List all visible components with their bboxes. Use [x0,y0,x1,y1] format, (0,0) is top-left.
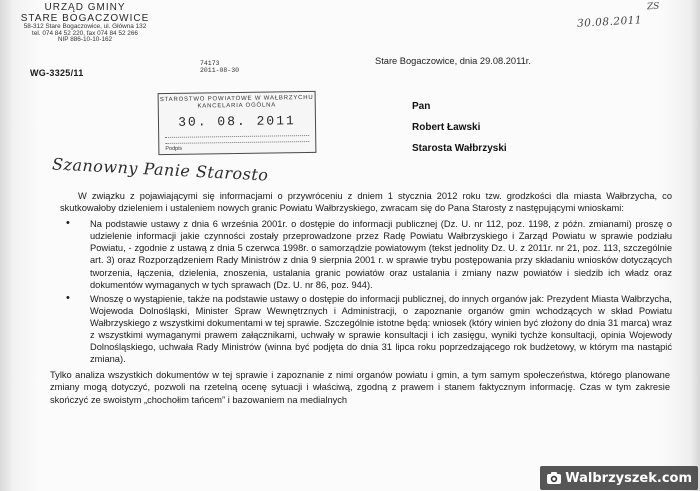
label-line1: 74173 [200,60,220,67]
letterhead-phone: tel. 074 84 52 220, fax 074 84 52 266 [32,29,138,37]
letterhead-line2: STARE BOGACZOWICE [20,12,150,24]
addressee-line3: Starosta Wałbrzyski [412,143,507,154]
handwritten-date: 30.08.2011 [576,14,643,30]
site-watermark [540,466,698,490]
request-item: • Na podstawie ustawy z dnia 6 września 2001r. o dostępie do informacji publicznej (Dz. U. nr 112, poz. 1198, z późn. zmianami) proszę o udzielenie informacji jakie czynności zostały przeprowadzone przez Radę Powiatu Wałbrzyskiego i Zarząd Powiatu w sprawie podziału Powiatu, - zgodnie z ustawą z dnia 5 czerwca 1998r. o samorządzie powiatowym (tekst jednolity Dz. U. z 2011r. nr 21, poz. 113, szczególnie art. 3) oraz Rozporządzeniem Rady Ministrów z dnia 9 sierpnia 2001 r. w sprawie trybu postępowania przy składaniu wniosków dotyczących tworzenia, łączenia, dzielenia, znoszenia, ustalania granic powiatów oraz ustalania i zmiany nazw powiatów i siedzib ich władz oraz dokumentów wymaganych w tych sprawach (Dz. U. nr 86, poz. 944). [64,218,672,291]
handwritten-salutation: Szanowny Panie Starosto [51,154,269,185]
registry-stamp [158,91,317,155]
letterhead-address: 58-312 Stare Bogaczowice, ul. Główna 132 [23,23,147,30]
registry-stamp-footer: Podpis [165,145,183,153]
request-list [60,218,672,365]
stamp-line [165,136,309,144]
registry-stamp-header: STAROSTWO POWIATOWE W WAŁBRZYCHU KANCELARIA OGÓLNA [159,94,314,110]
intro-paragraph: W związku z pojawiającymi się informacjami o przywróceniu z dniem 1 stycznia 2012 roku tzw. grodzkości dla miasta Wałbrzycha, co skutkowałoby dzieleniem i ustaleniem nowych granic Powiatu Wałbrzyskiego, zwracam się do Pana Starosty z następującymi wnioskami: [60,191,672,214]
addressee-line2: Robert Ławski [412,122,481,133]
addressee-block [412,96,507,159]
request-item: • Wnoszę o wystąpienie, także na podstawie ustawy o dostępie do informacji publicznej, do innych organów jak: Prezydent Miasta Wałbrzycha, Wojewoda Dolnośląski, Minister Spraw Wewnętrznych i Administracji, o zapoznanie organów gmin wchodzących w skład Powiatu Wałbrzyskiego z wszystkimi dokumentami w tej sprawie. Szczególnie istotne będą: wniosek (który winien być złożony do dnia 31 marca) wraz z wszystkimi wymaganymi prawem załącznikami, uchwały w sprawie konsultacji i ich zasięgu, wyniki tychże konsultacji, opinia Wojewody Dolnośląskiego, uchwała Rady Ministrów (winna być podjęta do dnia 31 lipca roku poprzedzającego rok budżetowy, w którym ma nastąpić zmiana). [64,293,672,366]
letter-body [50,190,672,406]
letterhead-stamp [20,3,150,44]
barcode-label [200,60,290,86]
handwritten-note [575,2,665,36]
reference-number: WG-3325/11 [30,68,84,78]
handwritten-initials: ZS [646,1,660,13]
registry-stamp-date: 30. 08. 2011 [178,113,296,130]
place-and-date: Stare Bogaczowice, dnia 29.08.2011r. [375,56,531,66]
watermark-text: Walbrzyszek.com [565,470,692,486]
letterhead-line1: URZĄD GMINY [44,2,126,13]
label-line2: 2011-08-30 [200,67,240,74]
closing-paragraph: Tylko analiza wszystkich dokumentów w tej sprawie i zapoznanie z nimi organów powiatu i gmin, a tym samym społeczeństwa, którego planowane zmiany mogą dotyczyć, pozwoli na rzetelną ocenę sytuacji i właściwą, zgodną z prawem i stanem faktycznym informację. Czas w tym zakresie skończyć ze swoistym „chochołim tańcem” i bazowaniem na medialnych [50,370,670,405]
addressee-line1: Pan [412,101,431,112]
camera-icon [546,470,562,486]
registry-stamp-lines [165,130,309,144]
letterhead-nip: NIP 886-10-10-162 [57,36,113,44]
